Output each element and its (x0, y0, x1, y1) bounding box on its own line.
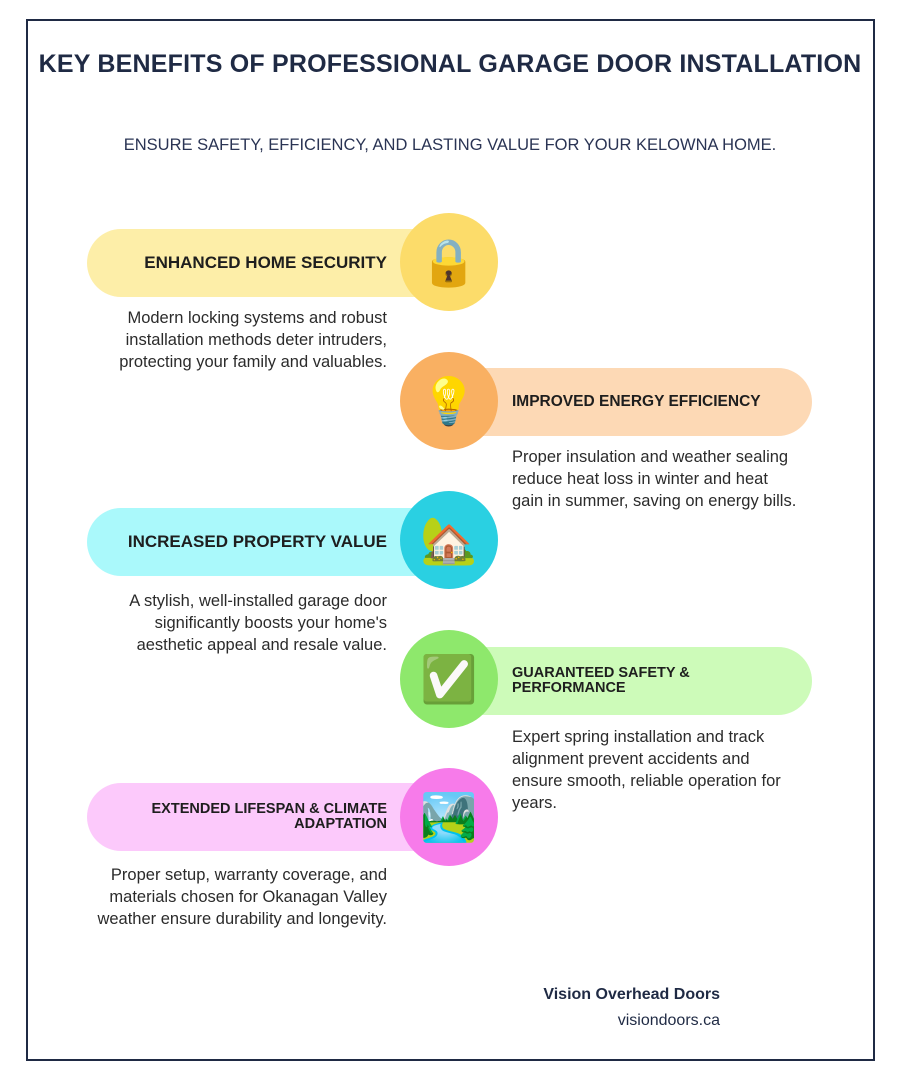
padlock-icon: 🔒 (400, 213, 498, 311)
benefit-title: ENHANCED HOME SECURITY (144, 253, 387, 272)
page-subtitle: ENSURE SAFETY, EFFICIENCY, AND LASTING VALUE FOR YOUR KELOWNA HOME. (123, 136, 777, 154)
benefit-description: Proper setup, warranty coverage, and materials chosen for Okanagan Valley weather ensure durability and longevity. (97, 866, 387, 928)
benefit-pill-security (87, 229, 447, 297)
light-bulb-icon: 💡 (400, 352, 498, 450)
benefit-title: IMPROVED ENERGY EFFICIENCY (512, 393, 761, 410)
benefit-description: Expert spring installation and track alignment prevent accidents and ensure smooth, reliable operation for years. (512, 728, 781, 812)
benefit-description: Modern locking systems and robust installation methods deter intruders, protecting your family and valuables. (119, 309, 387, 371)
benefit-pill-lifespan (87, 783, 447, 851)
page-title: KEY BENEFITS OF PROFESSIONAL GARAGE DOOR INSTALLATION (38, 50, 862, 78)
benefit-pill-energy (450, 368, 812, 436)
benefit-title: GUARANTEED SAFETY & PERFORMANCE (512, 665, 690, 696)
website-link[interactable]: visiondoors.ca (617, 1012, 720, 1029)
brand-name: Vision Overhead Doors (543, 986, 720, 1003)
benefit-description: A stylish, well-installed garage door significantly boosts your home's aesthetic appeal and resale value. (129, 592, 387, 654)
benefit-description: Proper insulation and weather sealing reduce heat loss in winter and heat gain in summer, saving on energy bills. (512, 448, 797, 510)
national-park-icon: 🏞️ (400, 768, 498, 866)
benefit-pill-property-value (87, 508, 447, 576)
benefit-pill-safety (450, 647, 812, 715)
house-with-garden-icon: 🏡 (400, 491, 498, 589)
benefit-title: INCREASED PROPERTY VALUE (127, 532, 387, 551)
check-mark-icon: ✅ (400, 630, 498, 728)
benefit-title: EXTENDED LIFESPAN & CLIMATE ADAPTATION (151, 801, 387, 832)
